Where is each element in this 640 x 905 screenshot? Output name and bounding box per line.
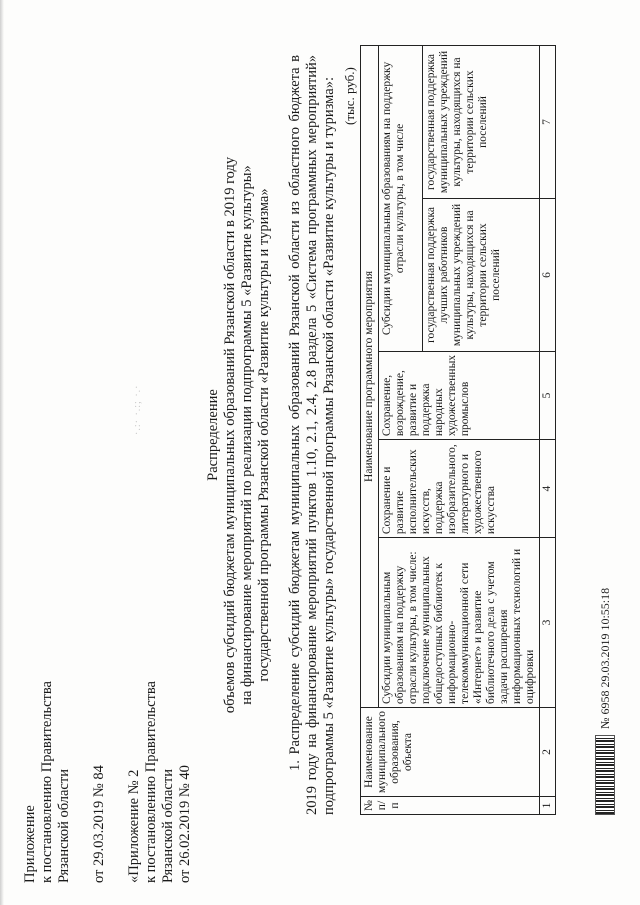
- header-number: № п/п: [361, 797, 540, 815]
- column-number: 7: [540, 46, 556, 199]
- header-best-workers: государственная поддержка лучших работников муниципальных учреждений культуры, находящихся на территории сельских поселений: [422, 198, 539, 351]
- title-line: государственной программы Рязанской области «Развитие культуры и туризма»: [256, 188, 272, 682]
- document-title: [205, 85, 273, 785]
- units-label: (тыс. руб.): [342, 67, 357, 125]
- title-line: Распределение: [205, 389, 221, 481]
- appendix-date: от 29.03.2019 № 84: [91, 765, 107, 883]
- subsidy-table: [360, 45, 556, 815]
- column-number: 1: [540, 797, 556, 815]
- appendix-line: Приложение: [22, 805, 38, 883]
- header-performing-arts: Сохранение и развитие исполнительских искусств, поддержка изобразительного, литературного и художественного искусства: [379, 440, 540, 538]
- appendix-line: Рязанской области: [160, 769, 176, 883]
- registration-stamp: [595, 588, 615, 815]
- column-number: 5: [540, 351, 556, 439]
- barcode-icon: [595, 735, 615, 815]
- header-rural-institutions: государственная поддержка муниципальных учреждений культуры, находящихся на территории сельских поселений: [422, 46, 539, 199]
- appendix-header: [22, 583, 194, 883]
- table-row: [540, 46, 556, 815]
- title-line: объемов субсидий бюджетам муниципальных образований Рязанской области в 2019 году: [222, 156, 238, 714]
- column-number: 6: [540, 198, 556, 351]
- appendix-line: к постановлению Правительства: [143, 681, 159, 883]
- header-folk-crafts: Сохранение, возрождение, развитие и поддержка народных художественных промыслов: [379, 351, 540, 439]
- appendix-line: к постановлению Правительства: [39, 681, 55, 883]
- title-line: на финансирование мероприятий по реализации подпрограммы 5 «Развитие культуры»: [239, 165, 255, 705]
- scan-noise: ·.:· ·.:; ·.·: [132, 384, 143, 435]
- appendix-line: «Приложение № 2: [126, 769, 142, 883]
- registration-number: № 6958 29.03.2019 10:55:18: [597, 587, 612, 729]
- header-library-subsidy: Субсидии муниципальным образованиям на поддержку отрасли культуры, в том числе: подключение муниципальных общедоступных библиотек к информационно-телекоммуникационной сети «Интернет» и развитие библиотечного дела с учетом задачи расширения информационных технологий и оцифровки: [379, 538, 540, 708]
- header-municipality: Наименование муниципального образования, объекта: [361, 707, 540, 796]
- header-culture-support: Субсидии муниципальным образованиям на поддержку отрасли культуры, в том числе: [379, 46, 423, 352]
- header-program-measures: Наименование программного мероприятия: [361, 46, 379, 708]
- column-number: 4: [540, 440, 556, 538]
- column-number: 3: [540, 538, 556, 708]
- column-number: 2: [540, 707, 556, 796]
- scan-edge-shadow: [0, 0, 4, 905]
- section-paragraph: 1. Распределение субсидий бюджетам муниципальных образований Рязанской области из областного бюджета в 2019 году на финансирование мероприятий пунктов 1.10, 2.1, 2.4, 2.8 раздела 5 «Система программных мероприятий» подпрограммы 5 «Развитие культуры» государственной программы Рязанской области «Развитие культуры и туризма»:: [287, 55, 337, 815]
- appendix-date: от 26.02.2019 № 40: [177, 765, 193, 883]
- appendix-line: Рязанской области: [56, 769, 72, 883]
